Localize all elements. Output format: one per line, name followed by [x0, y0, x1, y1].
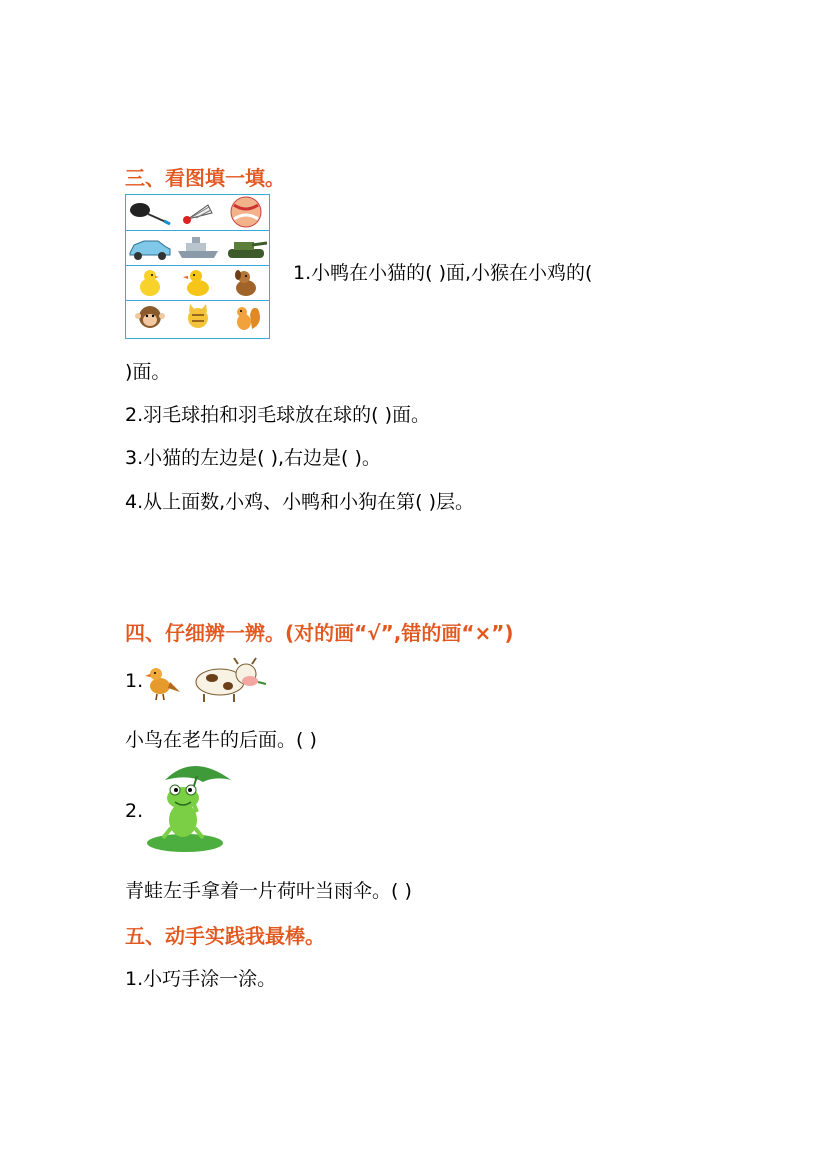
- cat-icon: [174, 301, 221, 335]
- chick-icon: [126, 266, 173, 300]
- racket-icon: [126, 195, 173, 229]
- dog-icon: [222, 266, 269, 300]
- grid-row-1: [126, 195, 269, 230]
- question-4-1-number: 1.: [125, 670, 144, 692]
- question-3-2: 2.羽毛球拍和羽毛球放在球的( )面。: [125, 404, 430, 426]
- question-4-1-text: 小鸟在老牛的后面。( ): [125, 729, 317, 751]
- picture-grid: [125, 194, 270, 339]
- ball-icon: [222, 195, 269, 229]
- frog-image: [145, 758, 235, 857]
- shuttlecock-icon: [174, 195, 221, 229]
- squirrel-icon: [222, 301, 269, 335]
- question-3-1-line1: 1.小鸭在小猫的( )面,小猴在小鸡的(: [293, 262, 593, 284]
- bird-icon: [142, 652, 268, 704]
- question-3-4: 4.从上面数,小鸡、小鸭和小狗在第( )层。: [125, 491, 475, 513]
- question-4-2-number: 2.: [125, 800, 144, 822]
- question-3-1-line2: )面。: [125, 361, 171, 383]
- grid-row-2: [126, 230, 269, 265]
- ship-icon: [174, 231, 221, 265]
- bird-and-cow-image: [142, 652, 268, 708]
- section-4-title: 四、仔细辨一辨。(对的画“√”,错的画“×”): [125, 621, 514, 645]
- monkey-icon: [126, 301, 173, 335]
- question-3-3: 3.小猫的左边是( ),右边是( )。: [125, 447, 381, 469]
- car-icon: [126, 231, 173, 265]
- duck-icon: [174, 266, 221, 300]
- frog-icon: [145, 758, 235, 853]
- tank-icon: [222, 231, 269, 265]
- section-3-title: 三、看图填一填。: [125, 166, 285, 190]
- grid-row-4: [126, 300, 269, 335]
- question-5-1: 1.小巧手涂一涂。: [125, 968, 277, 990]
- question-4-2-text: 青蛙左手拿着一片荷叶当雨伞。( ): [125, 880, 412, 902]
- section-5-title: 五、动手实践我最棒。: [125, 924, 325, 948]
- grid-row-3: [126, 265, 269, 300]
